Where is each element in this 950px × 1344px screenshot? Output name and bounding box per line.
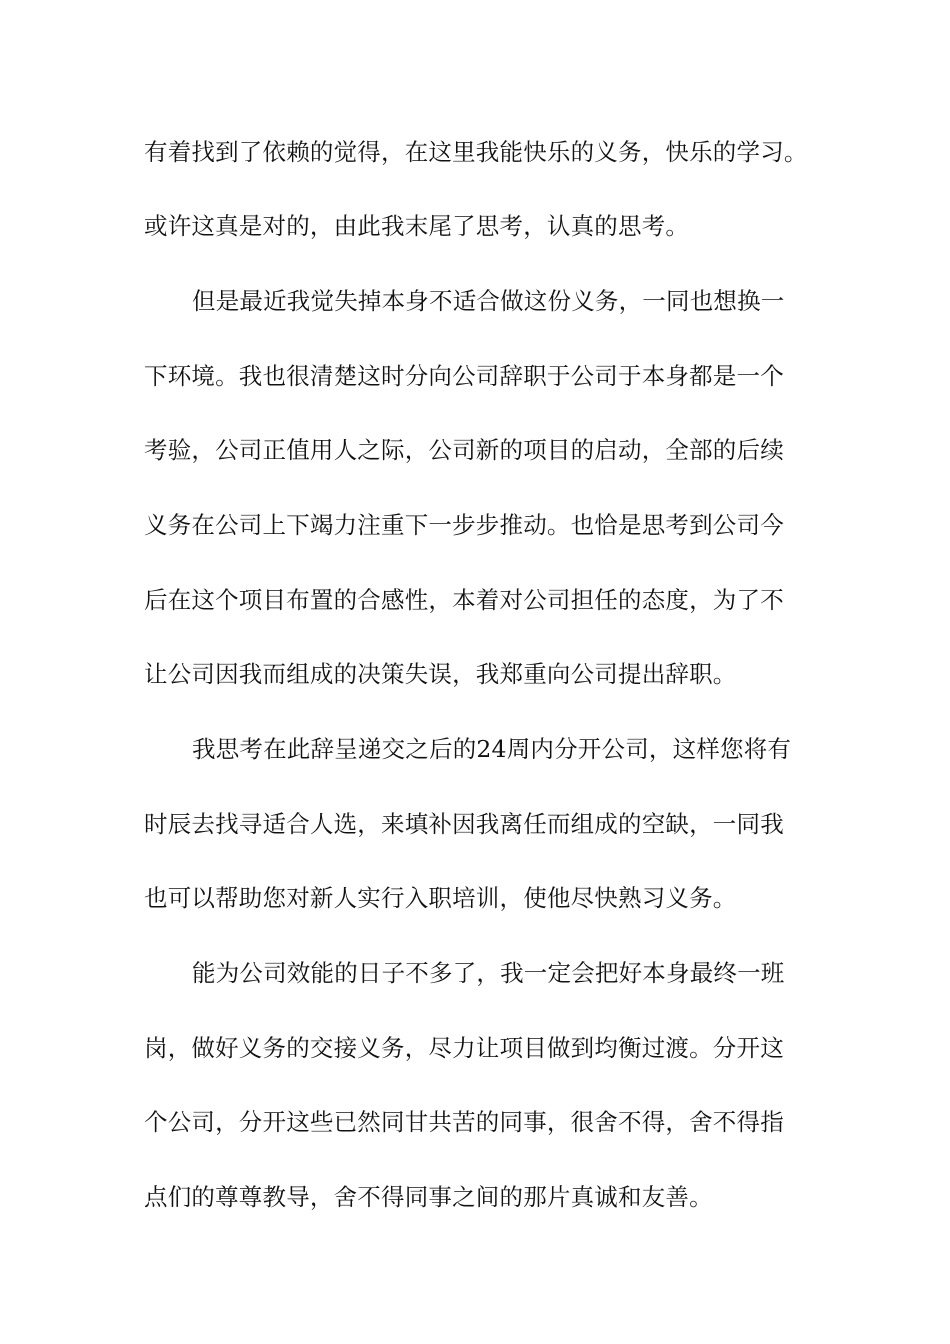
text-line: 或许这真是对的，由此我末尾了思考，认真的思考。 <box>144 212 690 240</box>
paragraph-first-line: 但是最近我觉失掉本身不适合做这份义务，一同也想换一 <box>192 287 785 315</box>
text-line: 岗，做好义务的交接义务，尽力让项目做到均衡过渡。分开这 <box>144 1034 784 1062</box>
text-line: 有着找到了依赖的觉得，在这里我能快乐的义务，快乐的学习。 <box>144 138 808 166</box>
text-line: 义务在公司上下竭力注重下一步步推动。也恰是思考到公司今 <box>144 511 784 539</box>
text-line: 让公司因我而组成的决策失误，我郑重向公司提出辞职。 <box>144 660 737 688</box>
text-line: 点们的尊尊教导，舍不得同事之间的那片真诚和友善。 <box>144 1183 713 1211</box>
paragraph-first-line: 能为公司效能的日子不多了，我一定会把好本身最终一班 <box>192 959 785 987</box>
paragraph-first-line: 我思考在此辞呈递交之后的24周内分开公司，这样您将有 <box>192 735 792 763</box>
text-line: 下环境。我也很清楚这时分向公司辞职于公司于本身都是一个 <box>144 362 784 390</box>
text-line: 也可以帮助您对新人实行入职培训，使他尽快熟习义务。 <box>144 884 737 912</box>
text-line: 考验，公司正值用人之际，公司新的项目的启动，全部的后续 <box>144 436 784 464</box>
text-line: 个公司，分开这些已然同甘共苦的同事，很舍不得，舍不得指 <box>144 1108 784 1136</box>
text-line: 后在这个项目布置的合感性，本着对公司担任的态度，为了不 <box>144 586 784 614</box>
text-line: 时辰去找寻适合人选，来填补因我离任而组成的空缺，一同我 <box>144 810 784 838</box>
